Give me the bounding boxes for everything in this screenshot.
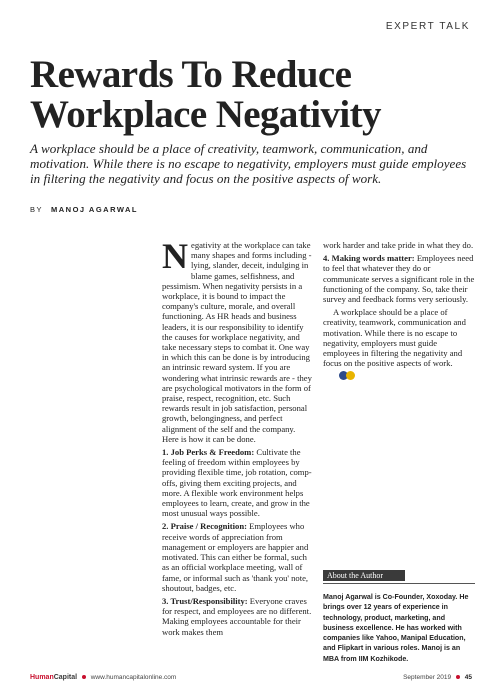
page-footer: [30, 674, 472, 686]
standfirst: A workplace should be a place of creativity, teamwork, communication, and motivation. While there is no escape to negativity, employers must guide employees in filtering the negativity and focus on the positive aspects of work.: [30, 141, 467, 187]
about-author-rule: [323, 583, 475, 584]
byline: [30, 205, 138, 214]
footer-dot-icon-2: [456, 675, 460, 679]
conclusion-paragraph: [323, 307, 475, 380]
end-mark-icon: [329, 368, 361, 380]
about-author-heading: About the Author: [323, 570, 405, 581]
point-2-title: 2. Praise / Recognition:: [162, 521, 247, 532]
intro-paragraph: [162, 236, 314, 444]
point-4: [323, 253, 475, 304]
byline-by: BY: [30, 205, 44, 214]
page-number: 45: [464, 674, 472, 681]
point-2-text: Employees who receive words of appreciation from management or employers are happier and motivated. This can either be formal, such as an official workplace meeting, wall of fame, or informal such as 'thank you' note, shoutout, badges, etc.: [162, 521, 309, 593]
article-column-1: [162, 236, 314, 640]
point-4-text: Employees need to feel that whatever they do or communicate serves a significant role in the functioning of the company. So, take their survey and feedback forms very seriously.: [323, 253, 475, 305]
intro-text: egativity at the workplace can take many shapes and forms including - lying, slander, deceit, indulging in blame games, selfishness, and pessimism. When negativity persists in a workplace, it is bound to impact the company's culture, morale, and overall functioning. As HR heads and business leaders, it is our responsibility to identify the causes for workplace negativity, and take necessary steps to combat it. One way in which this can be done is by introducing an intrinsic reward system. If you are wondering what intrinsic rewards are - they are psychological motivators in the form of praise, respect, recognition, etc. Such rewards result in job satisfaction, personal growth, belongingness, and perfect alignment of the self and the company. Here is how it can be done.: [162, 240, 312, 444]
footer-left: [30, 674, 176, 681]
footer-issue: September 2019: [403, 674, 452, 681]
point-1-text: Cultivate the feeling of freedom within employees by providing flexible time, job rotation, comp-offs, giving them exciting projects, and more. A flexible work environment helps employees to learn, create, and grow in the most unusual ways possible.: [162, 447, 312, 519]
point-1: [162, 447, 314, 518]
byline-author: MANOJ AGARWAL: [51, 205, 139, 214]
footer-right: [403, 674, 472, 681]
point-3: [162, 596, 314, 637]
section-tag: EXPERT TALK: [385, 21, 470, 32]
brand-logo-part-2: Capital: [53, 674, 78, 681]
point-3-text: Everyone craves for respect, and employees are no different. Making employees accountable for their work makes them: [162, 595, 312, 637]
point-3-continued: work harder and take pride in what they do.: [323, 240, 474, 250]
headline-line-2: Workplace Negativity: [30, 93, 381, 136]
point-3-title: 3. Trust/Responsibility:: [162, 595, 248, 606]
brand-logo: [30, 674, 77, 681]
footer-website[interactable]: www.humancapitalonline.com: [90, 674, 177, 681]
point-4-title: 4. Making words matter:: [323, 253, 415, 264]
headline-line-1: Rewards To Reduce: [30, 53, 352, 96]
article-column-2: [323, 240, 475, 383]
headline: [30, 55, 470, 135]
conclusion-text: A workplace should be a place of creativity, teamwork, communication and motivation. While there is no escape to negativity, employers must guide employees in filtering the negativity and focus on the positive aspects of work.: [323, 307, 466, 369]
point-2: [162, 521, 314, 592]
end-mark-c: C: [346, 371, 355, 380]
drop-cap: N: [162, 236, 188, 276]
about-author-bio: Manoj Agarwal is Co-Founder, Xoxoday. He brings over 12 years of experience in technology, product, marketing, and business excellence. He has worked with companies like Yahoo, Manipal Education, and Flipkart in various roles. Manoj is an MBA from IIM Kozhikode.: [323, 593, 469, 663]
footer-dot-icon: [82, 675, 86, 679]
point-1-title: 1. Job Perks & Freedom:: [162, 447, 255, 458]
brand-logo-part-1: Human: [30, 674, 54, 681]
about-author-box: [323, 565, 475, 664]
